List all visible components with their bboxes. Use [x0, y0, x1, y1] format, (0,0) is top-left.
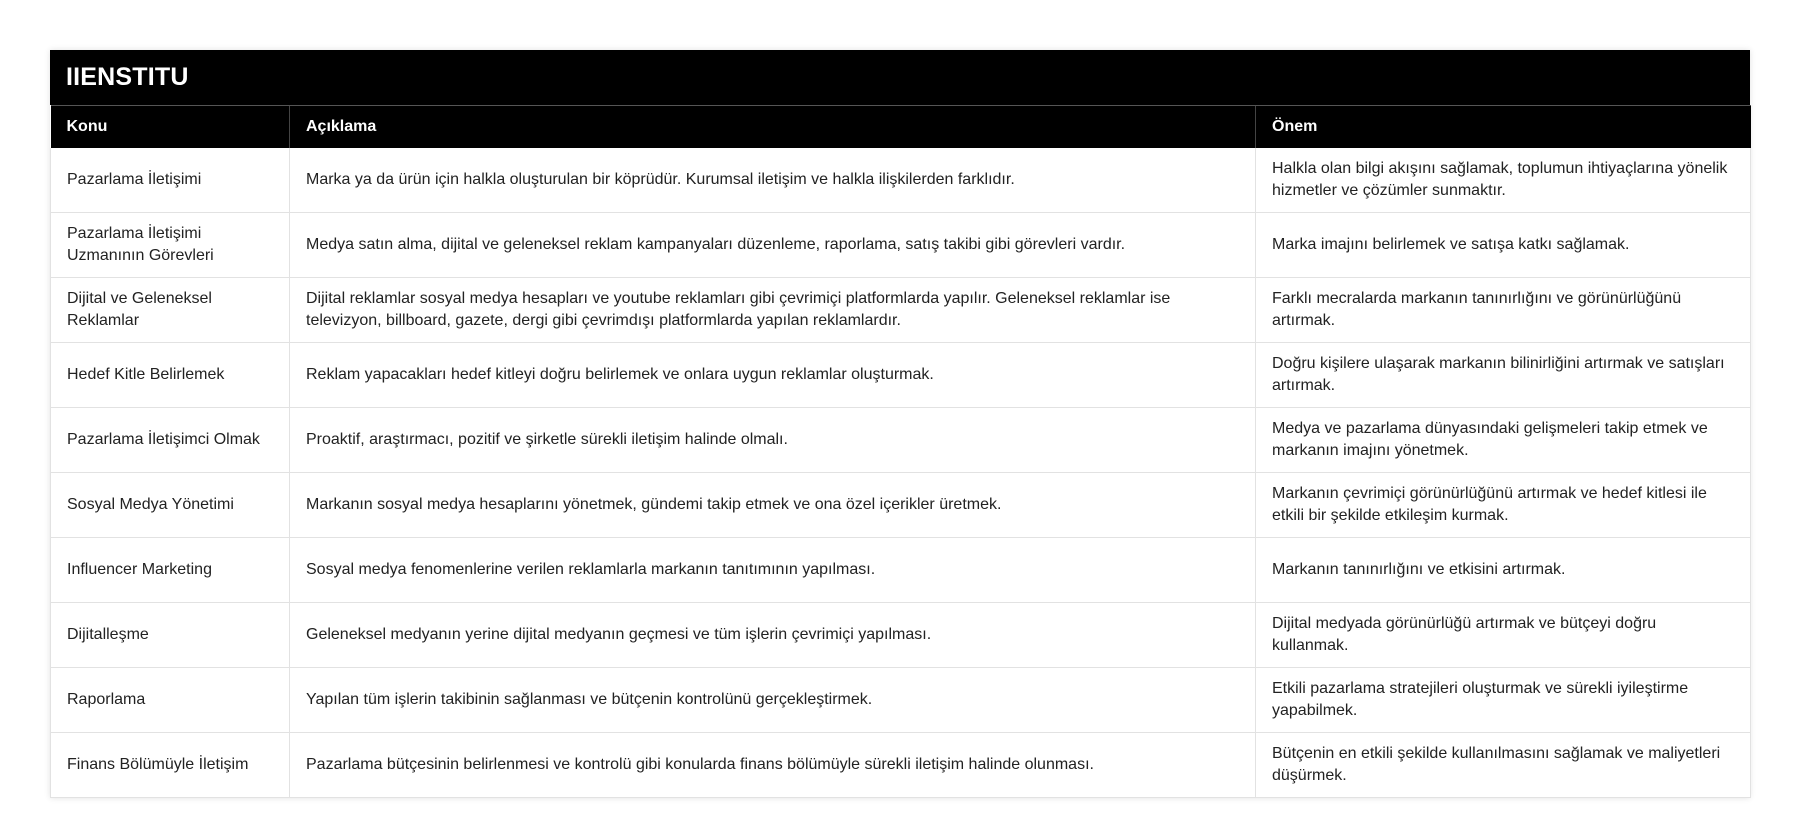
cell-onem: Markanın çevrimiçi görünürlüğünü artırmak ve hedef kitlesi ile etkili bir şekilde etkileşim kurmak. [1256, 473, 1751, 538]
cell-aciklama: Sosyal medya fenomenlerine verilen reklamlarla markanın tanıtımının yapılması. [290, 538, 1256, 603]
cell-aciklama: Proaktif, araştırmacı, pozitif ve şirketle sürekli iletişim halinde olmalı. [290, 408, 1256, 473]
cell-onem: Dijital medyada görünürlüğü artırmak ve bütçeyi doğru kullanmak. [1256, 603, 1751, 668]
table-row [51, 343, 1751, 408]
column-header-konu: Konu [51, 106, 290, 148]
cell-konu: Pazarlama İletişimci Olmak [51, 408, 290, 473]
table-row [51, 213, 1751, 278]
data-table [50, 105, 1751, 798]
table-row [51, 408, 1751, 473]
cell-konu: Raporlama [51, 668, 290, 733]
cell-konu: Sosyal Medya Yönetimi [51, 473, 290, 538]
table-title: IIENSTITU [50, 50, 1750, 105]
table-row [51, 538, 1751, 603]
cell-konu: Pazarlama İletişimi [51, 148, 290, 213]
table-card [50, 50, 1750, 798]
table-row [51, 668, 1751, 733]
cell-aciklama: Markanın sosyal medya hesaplarını yönetmek, gündemi takip etmek ve ona özel içerikler üretmek. [290, 473, 1256, 538]
table-row [51, 278, 1751, 343]
column-header-aciklama: Açıklama [290, 106, 1256, 148]
cell-aciklama: Pazarlama bütçesinin belirlenmesi ve kontrolü gibi konularda finans bölümüyle sürekli iletişim halinde olunması. [290, 733, 1256, 798]
cell-onem: Bütçenin en etkili şekilde kullanılmasını sağlamak ve maliyetleri düşürmek. [1256, 733, 1751, 798]
table-row [51, 603, 1751, 668]
cell-aciklama: Dijital reklamlar sosyal medya hesapları ve youtube reklamları gibi çevrimiçi platformlarda yapılır. Geleneksel reklamlar ise televizyon, billboard, gazete, dergi gibi çevrimdışı platformlarda yapılan reklamlardır. [290, 278, 1256, 343]
cell-aciklama: Yapılan tüm işlerin takibinin sağlanması ve bütçenin kontrolünü gerçekleştirmek. [290, 668, 1256, 733]
table-row [51, 148, 1751, 213]
table-header-row [51, 106, 1751, 148]
cell-konu: Influencer Marketing [51, 538, 290, 603]
table-row [51, 733, 1751, 798]
cell-aciklama: Medya satın alma, dijital ve geleneksel reklam kampanyaları düzenleme, raporlama, satış takibi gibi görevleri vardır. [290, 213, 1256, 278]
cell-onem: Doğru kişilere ulaşarak markanın bilinirliğini artırmak ve satışları artırmak. [1256, 343, 1751, 408]
cell-konu: Dijitalleşme [51, 603, 290, 668]
cell-aciklama: Marka ya da ürün için halkla oluşturulan bir köprüdür. Kurumsal iletişim ve halkla ilişkilerden farklıdır. [290, 148, 1256, 213]
cell-onem: Farklı mecralarda markanın tanınırlığını ve görünürlüğünü artırmak. [1256, 278, 1751, 343]
cell-konu: Dijital ve Geleneksel Reklamlar [51, 278, 290, 343]
cell-onem: Etkili pazarlama stratejileri oluşturmak ve sürekli iyileştirme yapabilmek. [1256, 668, 1751, 733]
column-header-onem: Önem [1256, 106, 1751, 148]
cell-konu: Hedef Kitle Belirlemek [51, 343, 290, 408]
cell-onem: Halkla olan bilgi akışını sağlamak, toplumun ihtiyaçlarına yönelik hizmetler ve çözümler sunmaktır. [1256, 148, 1751, 213]
cell-aciklama: Reklam yapacakları hedef kitleyi doğru belirlemek ve onlara uygun reklamlar oluşturmak. [290, 343, 1256, 408]
table-row [51, 473, 1751, 538]
cell-konu: Pazarlama İletişimi Uzmanının Görevleri [51, 213, 290, 278]
cell-onem: Marka imajını belirlemek ve satışa katkı sağlamak. [1256, 213, 1751, 278]
cell-onem: Medya ve pazarlama dünyasındaki gelişmeleri takip etmek ve markanın imajını yönetmek. [1256, 408, 1751, 473]
cell-konu: Finans Bölümüyle İletişim [51, 733, 290, 798]
cell-aciklama: Geleneksel medyanın yerine dijital medyanın geçmesi ve tüm işlerin çevrimiçi yapılması. [290, 603, 1256, 668]
cell-onem: Markanın tanınırlığını ve etkisini artırmak. [1256, 538, 1751, 603]
